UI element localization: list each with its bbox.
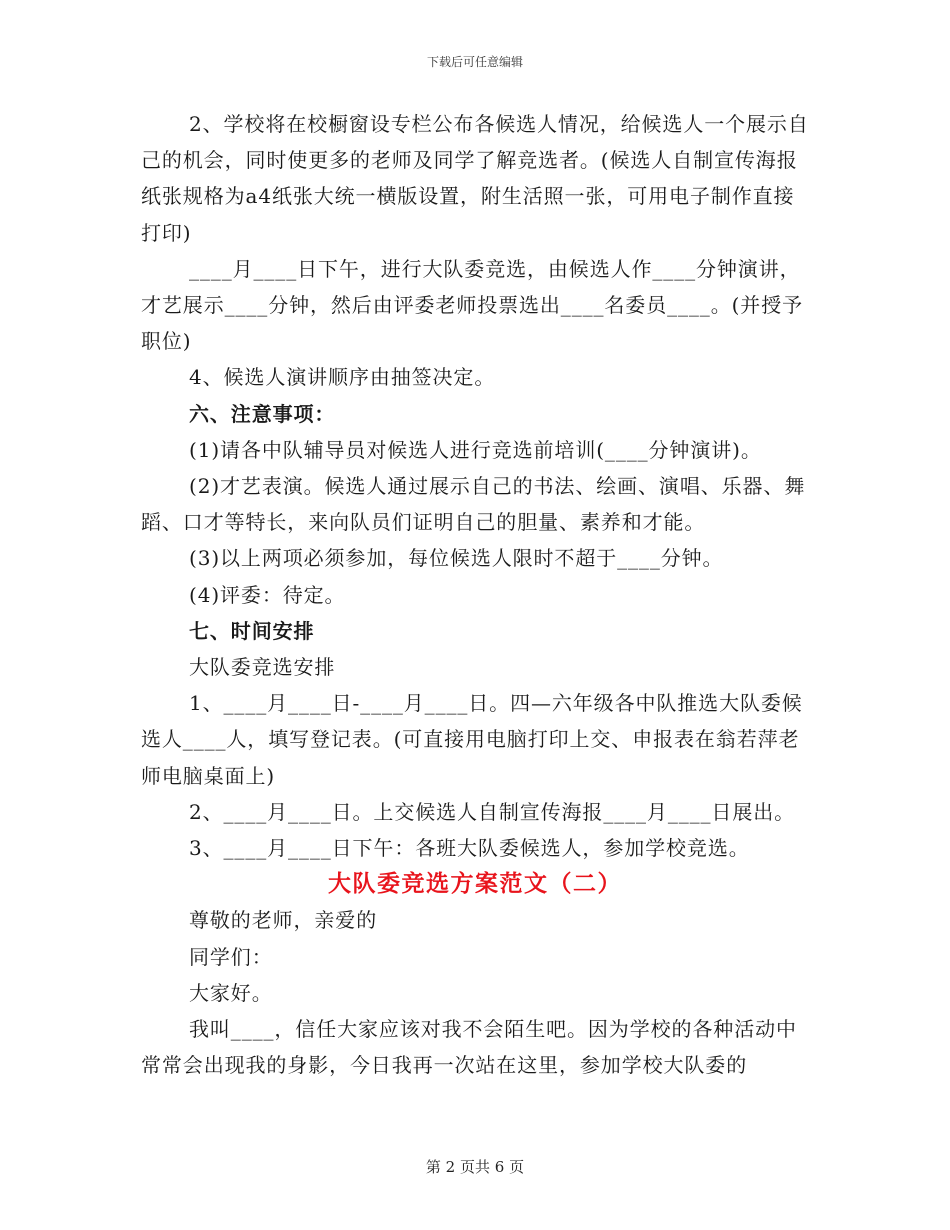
section-heading-notes: 六、注意事项： <box>189 401 336 426</box>
section-title: 大队委竞选方案范文（二） <box>328 871 622 898</box>
paragraph-item-2: 2、学校将在校橱窗设专栏公布各候选人情况，给候选人一个展示自己的机会，同时使更多的老师及同学了解竞选者。(候选人自制宣传海报纸张规格为a4纸张大统一横版设置，附生活照一张，可用电子制作直接打印) <box>141 112 809 245</box>
schedule-item-2: 2、____月____日。上交候选人自制宣传海报____月____日展出。 <box>189 799 796 824</box>
note-item-3: (3)以上两项必须参加，每位候选人限时不超于____分钟。 <box>189 546 724 571</box>
speech-paragraph: 我叫____，信任大家应该对我不会陌生吧。因为学校的各种活动中常常会出现我的身影，今日我再一次站在这里，参加学校大队委的 <box>141 1017 797 1078</box>
section-heading-schedule: 七、时间安排 <box>189 618 315 643</box>
schedule-item-3: 3、____月____日下午：各班大队委候选人，参加学校竞选。 <box>189 836 750 861</box>
document-body <box>141 106 809 1083</box>
note-item-2: (2)才艺表演。候选人通过展示自己的书法、绘画、演唱、乐器、舞蹈、口才等特长，来向队员们证明自己的胆量、素养和才能。 <box>141 474 806 535</box>
page-footer: 第 2 页共 6 页 <box>425 1158 525 1176</box>
speech-greeting-1: 尊敬的老师，亲爱的 <box>189 908 378 933</box>
paragraph-schedule: ____月____日下午，进行大队委竞选，由候选人作____分钟演讲，才艺展示____分钟，然后由评委老师投票选出____名委员____。(并授予职位) <box>141 256 804 354</box>
page-header: 下载后可任意编辑 <box>426 55 523 69</box>
note-item-1: (1)请各中队辅导员对候选人进行竞选前培训(____分钟演讲)。 <box>189 437 762 462</box>
speech-greeting-3: 大家好。 <box>189 980 273 1005</box>
schedule-item-1: 1、____月____日-____月____日。四—六年级各中队推选大队委候选人____人，填写登记表。(可直接用电脑打印上交、申报表在翁若萍老师电脑桌面上) <box>141 691 803 788</box>
speech-greeting-2: 同学们： <box>189 944 273 969</box>
note-item-4: (4)评委：待定。 <box>189 582 346 607</box>
paragraph-item-4: 4、候选人演讲顺序由抽签决定。 <box>189 365 496 390</box>
schedule-subtitle: 大队委竞选安排 <box>189 655 336 680</box>
